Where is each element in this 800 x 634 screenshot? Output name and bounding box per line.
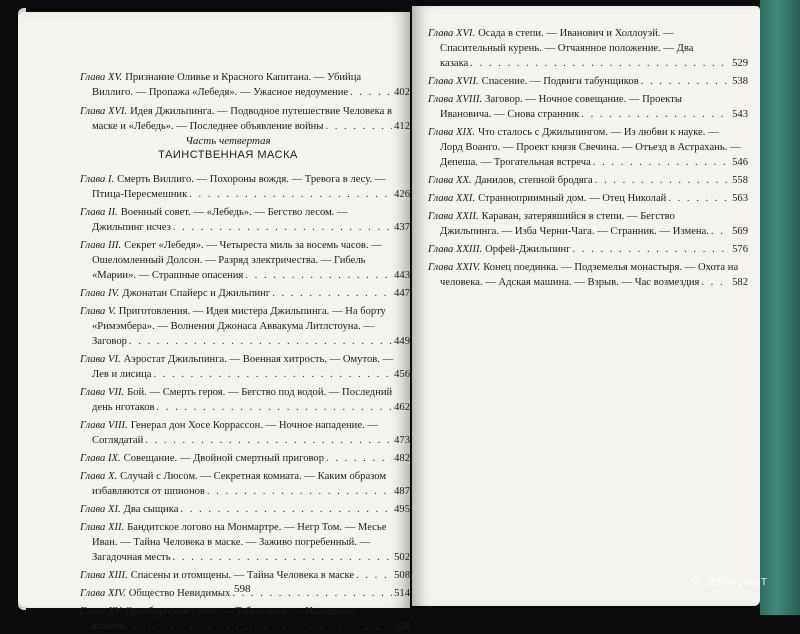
toc-line — [80, 502, 410, 517]
chapter-text: Лев и лисица — [92, 369, 152, 380]
leader-dots — [356, 568, 392, 583]
toc-line — [428, 191, 748, 206]
leader-dots — [145, 433, 392, 448]
chapter-label: Глава III. — [80, 240, 122, 251]
toc-line — [80, 238, 410, 253]
page-ref: 437 — [394, 222, 410, 233]
chapter-label: Глава XX. — [428, 175, 472, 186]
chapter-label: Глава I. — [80, 174, 115, 185]
toc-line — [428, 140, 748, 155]
chapter-label: Глава VIII. — [80, 420, 128, 431]
toc-line — [80, 433, 410, 448]
toc-entry — [80, 385, 410, 415]
toc-line — [428, 242, 748, 257]
toc-line — [428, 173, 748, 188]
toc-entry — [80, 604, 410, 634]
leader-dots — [641, 74, 730, 89]
chapter-label: Глава XVI. — [428, 28, 476, 39]
chapter-label: Глава XVII. — [428, 76, 479, 87]
toc-line — [80, 619, 410, 634]
chapter-label: Глава V. — [80, 306, 116, 317]
page-ref: 502 — [394, 552, 410, 563]
leader-dots — [668, 191, 730, 206]
chapter-text: Два сыщика — [123, 504, 179, 515]
chapter-text: Депеша. — Трогательная встреча — [440, 157, 591, 168]
chapter-text: Спасены и отомщены. — Тайна Человека в маске — [130, 570, 355, 581]
chapter-text: Генерал дон Хосе Коррассон. — Ночное нападение. — — [130, 420, 378, 431]
page-ref: 402 — [394, 87, 410, 98]
page-ref: 520 — [394, 621, 410, 632]
chapter-label: Глава XIV. — [80, 588, 126, 599]
chapter-text: казака — [440, 58, 469, 69]
page-ref: 462 — [394, 402, 410, 413]
toc-line — [80, 253, 410, 268]
chapter-text: Случай с Люсом. — Секретная комната. — Каким образом — [120, 471, 387, 482]
chapter-text: Смерть Виллиго. — Похороны вождя. — Тревога в лесу. — — [117, 174, 386, 185]
page-ref: 508 — [394, 570, 410, 581]
chapter-label: Глава X. — [80, 471, 118, 482]
toc-line — [80, 400, 410, 415]
chapter-text: Идея Джильпинга. — Подводное путешествие Человека в — [130, 106, 393, 117]
chapter-text: Лорд Воанго. — Проект князя Свечина. — Отъезд в Астрахань. — — [440, 142, 741, 153]
chapter-text: Птица-Пересмешник — [92, 189, 188, 200]
chapter-label: Глава XV. — [80, 606, 123, 617]
chapter-label: Глава XIII. — [80, 570, 128, 581]
page-ref: 529 — [732, 58, 748, 69]
toc-line — [80, 319, 410, 334]
page-ref: 482 — [394, 453, 410, 464]
toc-line — [428, 275, 748, 290]
toc-line — [80, 352, 410, 367]
leader-dots — [157, 400, 393, 415]
toc-entry — [80, 304, 410, 349]
chapter-text: Заговор. — Ночное совещание. — Проекты — [485, 94, 682, 105]
chapter-label: Глава XVIII. — [428, 94, 483, 105]
chapter-label: Глава XXII. — [428, 211, 479, 222]
chapter-text: «Римэмбера». — Волнения Джонаса Аввакума Литлстоуна. — — [92, 321, 375, 332]
toc-line — [428, 155, 748, 170]
chapter-text: Аэростат Джильпинга. — Военная хитрость. — Омутов. — — [123, 354, 394, 365]
toc-entry — [428, 191, 748, 206]
toc-line — [80, 469, 410, 484]
chapter-label: Глава XV. — [80, 72, 123, 83]
toc-entry — [428, 209, 748, 239]
chapter-text: Бой. — Смерть героя. — Бегство под водой. — Последний — [127, 387, 393, 398]
toc-entry — [80, 418, 410, 448]
toc-line — [80, 367, 410, 382]
toc-line — [428, 209, 748, 224]
toc-line — [80, 286, 410, 301]
chapter-label: Глава VI. — [80, 354, 121, 365]
chapter-label: Глава XXI. — [428, 193, 476, 204]
toc-entry — [80, 70, 410, 100]
toc-line — [428, 74, 748, 89]
page-ref: 443 — [394, 270, 410, 281]
leader-dots — [573, 242, 731, 257]
page-number: 598 — [234, 583, 251, 595]
page-ref: 449 — [394, 336, 410, 347]
toc-entry — [80, 205, 410, 235]
chapter-text: Совещание. — Двойной смертный приговор — [123, 453, 325, 464]
toc-entry — [428, 242, 748, 257]
chapter-text: Ивановича. — Снова странник — [440, 109, 580, 120]
chapter-text: Секрет «Лебедя». — Четыреста миль за восемь часов. — — [124, 240, 382, 251]
leader-dots — [173, 220, 392, 235]
leader-dots — [245, 268, 392, 283]
chapter-label: Глава XI. — [80, 504, 121, 515]
chapter-label: Глава II. — [80, 207, 118, 218]
toc-line — [80, 220, 410, 235]
chapter-text: человека. — Адская машина. — Взрыв. — Час возмездия — [440, 277, 700, 288]
section-title: ТАИНСТВЕННАЯ МАСКА — [158, 149, 298, 161]
toc-entry — [80, 352, 410, 382]
chapter-label: Глава VII. — [80, 387, 125, 398]
toc-line — [80, 172, 410, 187]
chapter-text: Странноприимный дом. — Отец Николай — [478, 193, 667, 204]
leader-dots — [173, 550, 393, 565]
chapter-label: Глава XIX. — [428, 127, 476, 138]
chapter-text: Иван. — Тайна Человека в маске. — Заживо погребенный. — — [92, 537, 371, 548]
page-ref: 563 — [732, 193, 748, 204]
chapter-text: избавляются от шпионов — [92, 486, 205, 497]
leader-dots — [595, 173, 730, 188]
page-ref: 514 — [394, 588, 410, 599]
leader-dots — [711, 224, 730, 239]
page-ref: 569 — [732, 226, 748, 237]
toc-entry — [80, 172, 410, 202]
leader-dots — [153, 367, 392, 382]
toc-line — [428, 41, 748, 56]
chapter-text: Заговор — [92, 336, 127, 347]
toc-entry — [80, 502, 410, 517]
chapter-text: Спасение. — Подвиги табунщиков — [481, 76, 639, 87]
leader-dots — [272, 286, 392, 301]
chapter-text: Джонатан Спайерс и Джильпинг — [122, 288, 271, 299]
chapter-text: Орфей-Джильпинг — [485, 244, 571, 255]
toc-entry — [428, 173, 748, 188]
page-ref: 546 — [732, 157, 748, 168]
toc-line — [80, 520, 410, 535]
leader-dots — [470, 56, 730, 71]
chapter-text: Осада в степи. — Иванович и Холлоуэй. — — [478, 28, 674, 39]
toc-line — [428, 56, 748, 71]
toc-line — [80, 568, 410, 583]
toc-line — [80, 187, 410, 202]
chapter-text: Виллиго. — Пропажа «Лебедя». — Ужасное недоумение — [92, 87, 349, 98]
toc-line — [80, 385, 410, 400]
chapter-text: Приготовления. — Идея мистера Джильпинга. — На борту — [118, 306, 386, 317]
toc-line — [80, 418, 410, 433]
toc-line — [428, 92, 748, 107]
section-heading — [138, 134, 318, 162]
toc-entry — [80, 451, 410, 466]
toc-line — [80, 205, 410, 220]
leader-dots — [701, 275, 730, 290]
toc-line — [80, 550, 410, 565]
chapter-text: Загадочная месть — [92, 552, 171, 563]
chapter-text: Общество Невидимых — [128, 588, 231, 599]
leader-dots — [232, 586, 392, 601]
toc-line — [428, 224, 748, 239]
toc-entry — [80, 104, 410, 134]
page-ref: 487 — [394, 486, 410, 497]
chapter-text: Что сталось с Джильпингом. — Из любви к науке. — — [478, 127, 719, 138]
leader-dots — [325, 119, 392, 134]
chapter-label: Глава XII. — [80, 522, 125, 533]
leader-dots — [326, 451, 392, 466]
toc-line — [80, 535, 410, 550]
toc-entry — [428, 260, 748, 290]
chapter-text: Данилов, степной бродяга — [474, 175, 593, 186]
page-ref: 412 — [394, 121, 410, 132]
right-page — [412, 6, 760, 606]
watermark-text: Лабиринт — [705, 573, 768, 588]
chapter-text: «Марии». — Страшные опасения — [92, 270, 244, 281]
page-ref: 426 — [394, 189, 410, 200]
toc-entry — [80, 286, 410, 301]
toc-entry — [80, 520, 410, 565]
left-page — [18, 12, 410, 632]
chapter-label: Глава IX. — [80, 453, 121, 464]
chapter-text: Джильпинг исчез — [92, 222, 171, 233]
toc-line — [80, 604, 410, 619]
page-ref: 558 — [732, 175, 748, 186]
chapter-text: Соглядатай — [92, 435, 144, 446]
chapter-text: Конец поединка. — Подземелья монастыря. — Охота на — [483, 262, 739, 273]
toc-line — [80, 304, 410, 319]
chapter-text: Военный совет. — «Лебедь». — Бегство лесом. — — [120, 207, 348, 218]
leader-dots — [207, 484, 392, 499]
toc-line — [80, 451, 410, 466]
toc-line — [80, 484, 410, 499]
page-ref: 447 — [394, 288, 410, 299]
chapter-text: Ошеломленный Долсон. — Разряд электричества. — Гибель — [92, 255, 366, 266]
chapter-text: Оренбургские степи. — Табунщики. — Нападение — [125, 606, 355, 617]
section-part: Часть четвертая — [185, 135, 271, 147]
toc-line — [80, 85, 410, 100]
chapter-text: маске и «Лебедь». — Последнее объявление войны — [92, 121, 324, 132]
labyrinth-logo-icon: ✲ — [690, 572, 703, 588]
toc-entry — [428, 125, 748, 170]
toc-entry — [428, 74, 748, 89]
toc-entry — [428, 26, 748, 71]
toc-line — [80, 104, 410, 119]
toc-entry — [80, 469, 410, 499]
toc-entry — [428, 92, 748, 122]
chapter-label: Глава XXIV. — [428, 262, 481, 273]
page-ref: 495 — [394, 504, 410, 515]
chapter-text: волков — [92, 621, 123, 632]
toc-line — [80, 268, 410, 283]
watermark — [690, 572, 767, 589]
page-ref: 538 — [732, 76, 748, 87]
toc-line — [80, 334, 410, 349]
toc-entry — [80, 238, 410, 283]
page-ref: 456 — [394, 369, 410, 380]
toc-line — [428, 260, 748, 275]
leader-dots — [593, 155, 730, 170]
leader-dots — [189, 187, 392, 202]
chapter-text: Спасительный курень. — Отчаянное положение. — Два — [440, 43, 694, 54]
toc-entry — [80, 568, 410, 583]
chapter-label: Глава XVI. — [80, 106, 128, 117]
chapter-text: Караван, затерявшийся в степи. — Бегство — [481, 211, 675, 222]
book-cover-edge — [760, 0, 800, 615]
toc-line — [428, 107, 748, 122]
chapter-text: Джильпинга. — Изба Черни-Чага. — Странник. — Измена. — [440, 226, 709, 237]
chapter-label: Глава XXIII. — [428, 244, 483, 255]
chapter-label: Глава IV. — [80, 288, 120, 299]
page-ref: 582 — [732, 277, 748, 288]
leader-dots — [129, 334, 392, 349]
page-ref: 576 — [732, 244, 748, 255]
chapter-text: Признание Оливье и Красного Капитана. — Убийца — [125, 72, 362, 83]
chapter-text: Бандитское логово на Монмартре. — Негр Том. — Месье — [127, 522, 387, 533]
chapter-text: день нготаков — [92, 402, 155, 413]
page-ref: 543 — [732, 109, 748, 120]
leader-dots — [350, 85, 392, 100]
toc-line — [80, 70, 410, 85]
leader-dots — [180, 502, 392, 517]
page-ref: 473 — [394, 435, 410, 446]
toc-line — [428, 125, 748, 140]
leader-dots — [124, 619, 392, 634]
toc-line — [428, 26, 748, 41]
toc-line — [80, 119, 410, 134]
leader-dots — [581, 107, 730, 122]
